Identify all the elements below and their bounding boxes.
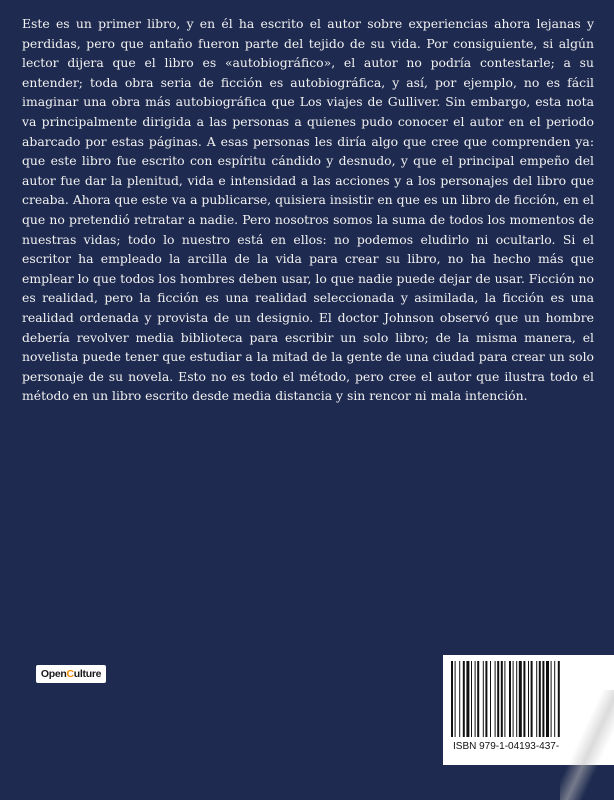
barcode-bar: [459, 661, 460, 737]
barcode-bar: [504, 661, 505, 737]
barcode-bar: [516, 661, 517, 737]
isbn-number: ISBN 979-1-04193-437-: [453, 741, 560, 752]
barcode-bars: [451, 661, 601, 737]
back-cover-blurb: Este es un primer libro, y en él ha escrito el autor sobre experiencias ahora lejanas y perdidas, pero que antaño fueron parte del tejido de su vida. Por consiguiente, si algún lector dijera que el libro es «autobiográfico», el autor no podría contestarle; a su entender; toda obra seria de ficción es autobiográfica, y así, por ejemplo, no es fácil imaginar una obra más autobiográfica que Los viajes de Gulliver. Sin embargo, esta nota va principalmente dirigida a las personas a quienes pudo conocer el autor en el periodo abarcado por estas páginas. A esas personas les diría algo que cree que comprenden ya: que este libro fue escrito con espíritu cándido y desnudo, y que el principal empeño del autor fue dar la plenitud, vida e intensidad a las acciones y a los personajes del libro que creaba. Ahora que este va a publicarse, quisiera insistir en que es un libro de ficción, en el que no pretendió retratar a nadie. Pero nosotros somos la suma de todos los momentos de nuestras vidas; todo lo nuestro está en ellos: no podemos eludirlo ni ocultarlo. Si el escritor ha empleado la arcilla de la vida para crear su libro, no ha hecho más que emplear lo que todos los hombres deben usar, lo que nadie puede dejar de usar. Ficción no es realidad, pero la ficción es una realidad seleccionada y asimilada, la ficción es una realidad ordenada y provista de un designio. El doctor Johnson observó que un hombre debería revolver media biblioteca para escribir un solo libro; de la misma manera, el novelista puede tener que estudiar a la mitad de la gente de una ciudad para crear un solo personaje de su novela. Esto no es todo el método, pero cree el autor que ilustra todo el método en un libro escrito desde media distancia y sin rencor ni mala intención.: [22, 16, 594, 404]
barcode-bar: [558, 661, 560, 737]
barcode-bar: [475, 661, 476, 737]
barcode-bar: [513, 661, 514, 737]
barcode-bar: [542, 661, 544, 737]
barcode-bar: [536, 661, 537, 737]
barcode-bar: [483, 661, 484, 737]
barcode-bar: [477, 661, 479, 737]
barcode-bar: [554, 661, 555, 737]
barcode-bar: [501, 661, 503, 737]
publisher-logo: Open C ulture: [36, 665, 106, 683]
barcode-bar: [509, 661, 511, 737]
barcode-bar: [466, 661, 469, 737]
barcode-bar: [497, 661, 499, 737]
barcode-bar: [455, 661, 456, 737]
barcode-bar: [546, 661, 549, 737]
isbn-barcode: [443, 655, 614, 765]
barcode-bar: [463, 661, 465, 737]
barcode-bar: [551, 661, 552, 737]
barcode-bar: [528, 661, 529, 737]
barcode-bar: [495, 661, 496, 737]
barcode-bar: [519, 661, 522, 737]
barcode-bar: [471, 661, 472, 737]
barcode-bar: [485, 661, 487, 737]
barcode-bar: [523, 661, 525, 737]
barcode-bar: [531, 661, 533, 737]
barcode-bar: [539, 661, 541, 737]
barcode-bar: [490, 661, 491, 737]
barcode-bar: [451, 661, 453, 737]
